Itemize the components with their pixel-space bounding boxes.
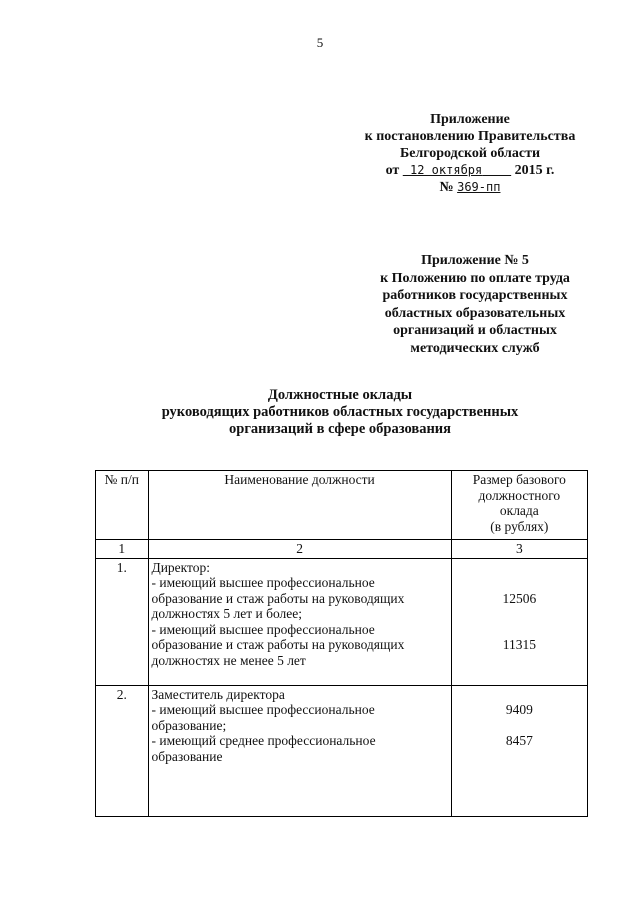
table-row bbox=[96, 685, 588, 816]
table-row bbox=[96, 558, 588, 685]
title-line: руководящих работников областных государственных bbox=[161, 404, 519, 420]
position-condition: - имеющий высшее профессиональное образование и стаж работы на руководящих должностях 5 лет и более; bbox=[151, 575, 405, 621]
salary-table bbox=[95, 470, 588, 817]
position-cell bbox=[148, 558, 451, 685]
header-salary: Размер базового должностного оклада (в рублях) bbox=[451, 471, 587, 540]
number-prefix: № bbox=[439, 180, 454, 195]
appendix5-line: методических служб bbox=[410, 340, 540, 356]
column-number: 3 bbox=[451, 540, 587, 559]
column-number-row bbox=[96, 540, 588, 559]
appendix-number-line bbox=[345, 179, 595, 196]
date-handwritten: 12 октября bbox=[410, 163, 483, 177]
table-header-row bbox=[96, 471, 588, 540]
salary-cell bbox=[451, 558, 587, 685]
position-title: Заместитель директора bbox=[151, 686, 285, 702]
date-year: 2015 г. bbox=[514, 163, 555, 178]
appendix5-line: организаций и областных bbox=[393, 323, 557, 338]
column-number: 2 bbox=[148, 540, 451, 559]
salary-cell bbox=[451, 685, 587, 816]
appendix5-line: к Положению по оплате труда bbox=[380, 270, 570, 286]
document-title bbox=[110, 387, 570, 438]
page-number: 5 bbox=[316, 35, 324, 50]
appendix-header bbox=[345, 111, 595, 196]
title-line: Должностные оклады bbox=[267, 387, 413, 403]
number-handwritten: 369-пп bbox=[457, 180, 501, 194]
salary-value: 11315 bbox=[502, 637, 536, 652]
row-number: 2. bbox=[96, 685, 149, 816]
salary-value: 12506 bbox=[502, 590, 537, 606]
appendix-line-resolution: к постановлению Правительства bbox=[364, 129, 576, 144]
appendix-title: Приложение bbox=[430, 112, 510, 127]
position-condition: - имеющий высшее профессиональное образование; bbox=[151, 702, 375, 733]
salary-value: 8457 bbox=[505, 733, 533, 748]
position-cell bbox=[148, 685, 451, 816]
position-condition: - имеющий среднее профессиональное образование bbox=[151, 733, 376, 764]
row-number: 1. bbox=[96, 558, 149, 685]
position-condition: - имеющий высшее профессиональное образование и стаж работы на руководящих должностях не менее 5 лет bbox=[151, 621, 405, 668]
appendix5-line: областных образовательных bbox=[384, 305, 566, 321]
appendix5-line: работников государственных bbox=[382, 288, 568, 303]
header-position: Наименование должности bbox=[148, 471, 451, 540]
appendix-date-line bbox=[345, 162, 595, 179]
header-num: № п/п bbox=[96, 471, 149, 540]
column-number: 1 bbox=[96, 540, 149, 559]
appendix-line-region: Белгородской области bbox=[399, 146, 541, 161]
position-title: Директор: bbox=[151, 559, 211, 575]
appendix5-title: Приложение № 5 bbox=[421, 253, 529, 268]
title-line: организаций в сфере образования bbox=[229, 421, 451, 437]
salary-value: 9409 bbox=[505, 702, 533, 717]
date-prefix: от bbox=[385, 163, 400, 178]
appendix5-header bbox=[345, 252, 605, 357]
